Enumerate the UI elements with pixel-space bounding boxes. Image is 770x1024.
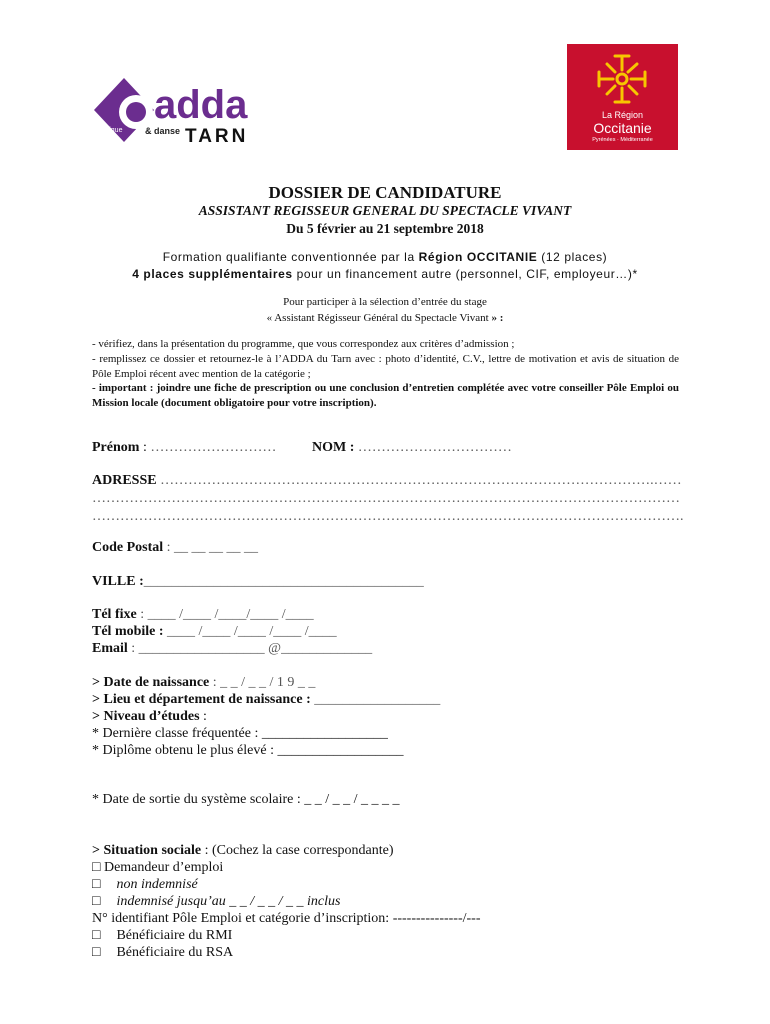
occitan-cross-icon (567, 44, 678, 110)
document-title: DOSSIER DE CANDIDATURE (268, 183, 502, 202)
diplome-field[interactable]: * Diplôme obtenu le plus élevé : __________________ (92, 743, 404, 758)
svg-text:& danse: & danse (145, 126, 181, 136)
occitanie-line2: Occitanie (593, 120, 652, 136)
adresse-field[interactable]: ADRESSE …………………………………………………………………………………………….…… (92, 473, 682, 488)
ville-field[interactable]: VILLE :________________________________________ (92, 574, 424, 589)
checkbox-rsa[interactable]: □ Bénéficiaire du RSA (92, 945, 234, 960)
checkbox-demandeur-emploi[interactable]: □ Demandeur d’emploi (92, 860, 224, 875)
adresse-line-3[interactable]: ………………………………………………………………………………………………………………. (92, 509, 684, 524)
date-naissance-field[interactable]: > Date de naissance : _ _ / _ _ / 1 9 _ _ (92, 675, 316, 690)
code-postal-field[interactable]: Code Postal : __ __ __ __ __ (92, 540, 259, 555)
niveau-etudes-label: > Niveau d’études : (92, 709, 207, 724)
instruction-3: - important : joindre une fiche de prescription ou une conclusion d’entretien complétée avec votre conseiller Pôle Emploi ou Mission locale (document obligatoire pour votre inscription). (92, 382, 679, 409)
instruction-2: - remplissez ce dossier et retournez-le à l’ADDA du Tarn avec : photo d’identité, C.V., lettre de motivation et avis de situation de Pôle Emploi récent avec mention de la catégorie ; (92, 353, 679, 380)
adresse-line-2[interactable]: ……………………………………………………………………………………………………………… (92, 491, 680, 506)
formation-line-1: Formation qualifiante conventionnée par la Région OCCITANIE (12 places) (162, 250, 608, 264)
checkbox-rmi[interactable]: □ Bénéficiaire du RMI (92, 928, 233, 943)
checkbox-indemnise[interactable]: □ indemnisé jusqu’au _ _ / _ _ / _ _ inclus (92, 894, 341, 909)
nom-field[interactable]: NOM : …………………………… (312, 440, 512, 455)
svg-text:musique: musique (96, 127, 123, 134)
svg-text:adda: adda (154, 83, 248, 127)
derniere-classe-field[interactable]: * Dernière classe fréquentée : __________________ (92, 726, 388, 741)
document-dates: Du 5 février au 21 septembre 2018 (286, 221, 484, 236)
tel-fixe-field[interactable]: Tél fixe : ____ /____ /____/____ /____ (92, 607, 314, 622)
intro-line-1: Pour participer à la sélection d’entrée du stage (283, 296, 487, 308)
adda-tarn-logo (90, 70, 256, 152)
prenom-field[interactable]: Prénom : ……………………… (92, 440, 277, 455)
occitanie-line1: La Région (601, 110, 644, 120)
svg-text:TARN: TARN (185, 126, 249, 147)
document-subtitle: ASSISTANT REGISSEUR GENERAL DU SPECTACLE VIVANT (198, 203, 572, 218)
tel-mobile-field[interactable]: Tél mobile : ____ /____ /____ /____ /____ (92, 624, 337, 639)
formation-line-2: 4 places supplémentaires pour un financement autre (personnel, CIF, employeur…)* (132, 267, 638, 281)
email-field[interactable]: Email : __________________ @_____________ (92, 641, 373, 656)
situation-sociale-label: > Situation sociale : (Cochez la case correspondante) (92, 843, 394, 858)
occitanie-line3: Pyrénées · Méditerranée (592, 137, 653, 143)
identifiant-pole-emploi-field[interactable]: N° identifiant Pôle Emploi et catégorie d’inscription: ---------------/--- (92, 911, 481, 926)
lieu-naissance-field[interactable]: > Lieu et département de naissance : __________________ (92, 692, 441, 707)
intro-line-2: « Assistant Régisseur Général du Spectacle Vivant » : (266, 312, 504, 324)
date-sortie-scolaire-field[interactable]: * Date de sortie du système scolaire : _ _ / _ _ / _ _ _ _ (92, 792, 400, 807)
checkbox-non-indemnise[interactable]: □ non indemnisé (92, 877, 198, 892)
instruction-1: - vérifiez, dans la présentation du programme, que vous correspondez aux critères d’admission ; (92, 338, 515, 350)
occitanie-logo (567, 44, 678, 150)
